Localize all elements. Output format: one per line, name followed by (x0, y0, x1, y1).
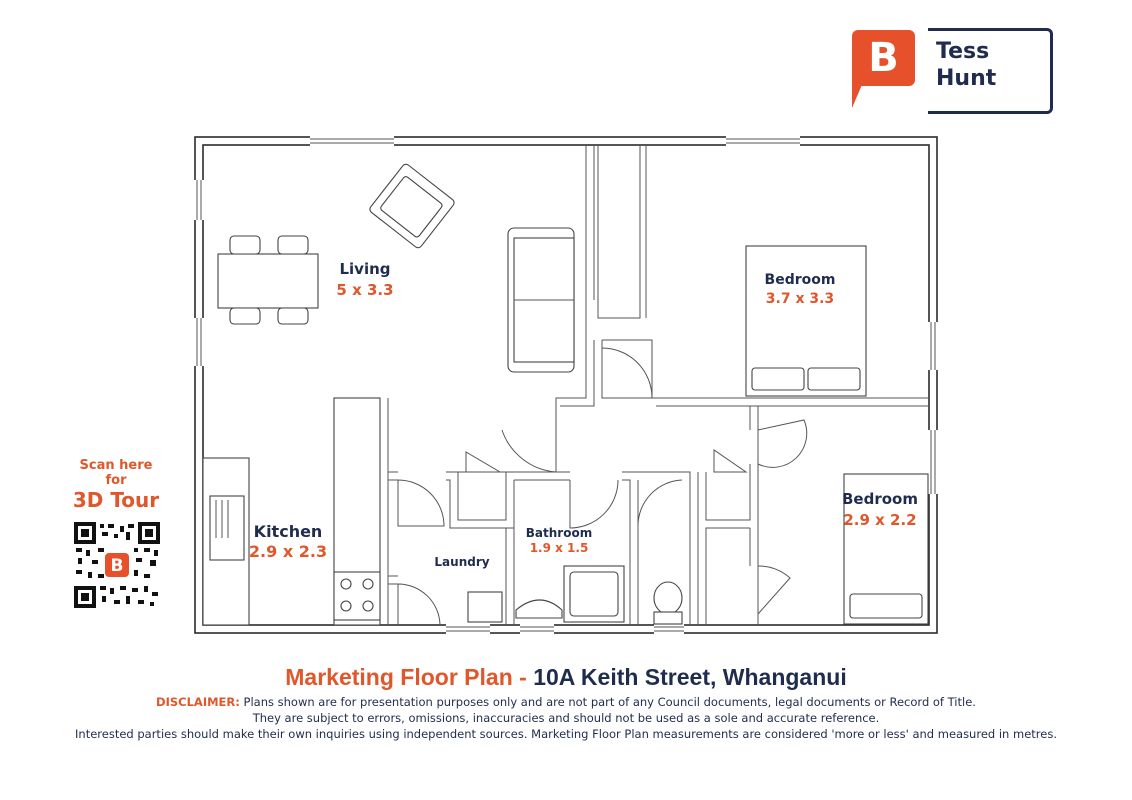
logo-tail (852, 80, 864, 108)
disclaimer-line3: Interested parties should make their own inquiries using independent sources. Marketing Floor Plan measurements are considered 'more or less' and measured in metres. (75, 727, 1057, 741)
footer (0, 660, 1132, 742)
bedroom1-size: 3.7 x 3.3 (765, 291, 835, 307)
title-prefix: Marketing Floor Plan - (285, 664, 534, 690)
tour-line2: for (105, 473, 127, 488)
bedroom2-name: Bedroom (842, 490, 918, 508)
disclaimer-line1: Plans shown are for presentation purposes only and are not part of any Council documents, legal documents or Record of Title. (239, 695, 976, 709)
brand-name (936, 38, 1046, 92)
tour-callout (68, 458, 164, 512)
disclaimer-line2: They are subject to errors, omissions, inaccuracies and should not be used as a sole and accurate reference. (252, 711, 880, 725)
logo-mark-icon: B (852, 30, 915, 86)
living-size: 5 x 3.3 (336, 281, 394, 299)
brand-name-line2: Hunt (936, 66, 997, 91)
title-address: 10A Keith Street, Whanganui (533, 664, 847, 690)
laundry-name: Laundry (434, 555, 490, 569)
tour-line1: Scan here (79, 458, 153, 473)
disclaimer (0, 694, 1132, 742)
bedroom1-name: Bedroom (764, 272, 836, 288)
living-name: Living (339, 260, 391, 278)
bathroom-size: 1.9 x 1.5 (529, 541, 589, 555)
bedroom2-size: 2.9 x 2.2 (843, 511, 917, 529)
qr-code-icon[interactable] (74, 522, 160, 608)
disclaimer-label: DISCLAIMER: (156, 695, 240, 709)
bathroom-name: Bathroom (525, 526, 593, 540)
brand-name-line1: Tess (936, 39, 990, 64)
qr-logo-letter: B (110, 556, 124, 576)
brand-logo (852, 28, 1056, 114)
kitchen-name: Kitchen (253, 522, 323, 541)
kitchen-size: 2.9 x 2.3 (248, 542, 328, 561)
footer-title (0, 660, 1132, 694)
tour-line3: 3D Tour (72, 488, 160, 512)
